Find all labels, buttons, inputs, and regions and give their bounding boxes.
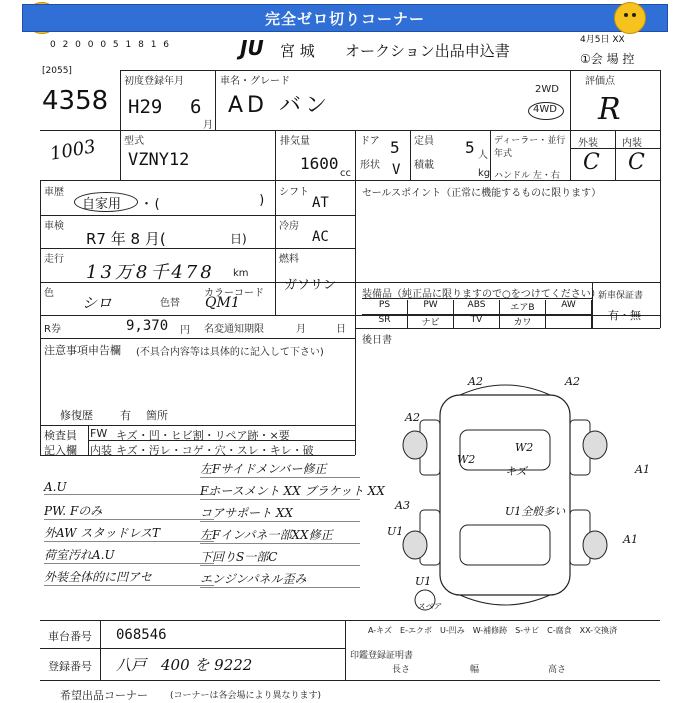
diagram-mark-12: スペア <box>417 602 441 611</box>
equipment-item-0: PS <box>362 300 408 314</box>
first-reg-era: H29 <box>128 96 163 118</box>
model-code: VZNY12 <box>128 150 190 170</box>
inspector-row2: キズ・汚レ・コゲ・穴・スレ・キレ・破 <box>116 444 314 457</box>
equipment-item-r2-4 <box>546 315 592 328</box>
inspection-day: 日) <box>230 232 247 246</box>
eval-score: R <box>598 92 621 127</box>
frame-number: 068546 <box>116 627 167 643</box>
top-note: 4月5日 XX <box>580 35 625 45</box>
equipment-row-1 <box>362 300 592 314</box>
inspection-label: 車検 <box>44 221 64 232</box>
inspector-row2-label: 内装 <box>90 444 112 457</box>
right-note-1: Fホースメント XX ブラケット XX <box>200 484 385 498</box>
shape-label: 形状 <box>360 160 380 171</box>
diagram-mark-5: キズ <box>505 465 527 478</box>
diagram-mark-4: W2 <box>457 453 476 466</box>
left-note-3: 荷室汚れA.U <box>44 546 214 564</box>
diagram-mark-8: U1 <box>387 525 404 538</box>
after-day-label: 後日書 <box>362 335 392 346</box>
ju-logo: JU <box>240 36 264 60</box>
first-reg-label: 初度登録年月 <box>124 76 184 87</box>
drive-4wd: 4WD <box>533 104 557 115</box>
doors: 5 <box>390 138 400 157</box>
color-code: QM1 <box>205 295 240 311</box>
repair-label: 修復歴 <box>60 409 93 422</box>
equipment-label: 装備品（純正品に限りますので○をつけてください） <box>362 289 601 300</box>
equipment-item-2: ABS <box>454 300 500 314</box>
fuel: ガソリン <box>284 278 337 293</box>
repair-value: 有 <box>120 409 131 422</box>
year-label: 年式 <box>494 149 513 159</box>
left-note-4: 外装全体的に凹アセ <box>44 568 214 586</box>
equipment-row-2 <box>362 315 592 328</box>
mileage: 13万8千478 <box>86 262 215 283</box>
history-close: ) <box>258 193 266 208</box>
ac: AC <box>312 229 329 245</box>
height-label: 高さ <box>548 665 567 675</box>
exterior-grade: C <box>583 150 600 175</box>
length-label: 長さ <box>392 665 411 675</box>
mileage-label: 走行 <box>44 254 64 265</box>
sales-point-label: セールスポイント（正常に機能するものに限ります） <box>362 188 602 199</box>
left-note-1: PW. Fのみ <box>44 502 214 520</box>
equipment-item-1: PW <box>408 300 454 314</box>
interior-label: 内装 <box>622 138 642 149</box>
shift-label: シフト <box>279 187 309 198</box>
equipment-item-r2-0: SR <box>362 315 408 328</box>
tax-label: 名変通知期限 <box>204 324 264 335</box>
recycle-label: R券 <box>44 324 61 335</box>
corner-label: 希望出品コーナー <box>60 689 148 702</box>
right-note-3: 左Fインパネ一部XX修正 <box>200 526 360 544</box>
kg-unit: kg <box>478 168 491 179</box>
right-note-0: 左Fサイドメンバー修正 <box>200 460 360 478</box>
inspector-label-1: 検査員 <box>44 429 77 442</box>
notes-sub: (不具合内容等は具体的に記入して下さい) <box>136 347 324 358</box>
copy-label: ①会 場 控 <box>580 52 635 66</box>
tax-month: 月 <box>296 324 306 335</box>
diagram-mark-6: A1 <box>635 463 650 476</box>
banner-title: 完全ゼロ切りコーナー <box>22 4 668 32</box>
drive-2wd: 2WD <box>535 84 559 95</box>
diagram-mark-0: A2 <box>468 375 483 388</box>
frame-label: 車台番号 <box>48 630 92 643</box>
inspector-label-2: 記入欄 <box>44 444 77 457</box>
org-name: 宮 城 <box>280 42 315 60</box>
ac-label: 冷房 <box>279 221 299 232</box>
diagram-mark-11: U1 <box>415 575 432 588</box>
damage-legend: A-キズ E-エクボ U-凹み W-補修跡 S-サビ C-腐食 XX-交換済 <box>368 626 618 635</box>
diagram-mark-3: W2 <box>515 441 534 454</box>
displacement-label: 排気量 <box>280 136 310 147</box>
color-change-label: 色替 <box>160 298 180 309</box>
first-reg-month: 6 <box>190 96 202 118</box>
diagram-mark-1: A2 <box>565 375 580 388</box>
diagram-mark-2: A2 <box>405 411 420 424</box>
km-unit: km <box>233 268 249 279</box>
repair-place: 箇所 <box>146 409 168 422</box>
right-note-5: エンジンパネル歪み <box>200 570 360 588</box>
history-dots: ・( <box>140 197 161 212</box>
handle-label: ハンドル 左・右 <box>494 171 560 181</box>
lot-number: 4358 <box>42 86 109 116</box>
left-note-2: 外AW スタッドレスT <box>44 524 214 542</box>
diagram-mark-10: A1 <box>623 533 638 546</box>
interior-grade: C <box>628 150 645 175</box>
capacity: 5 <box>465 138 475 157</box>
month-suffix: 月 <box>203 120 213 131</box>
capacity-label: 定員 <box>414 136 434 147</box>
new-reg-value: 有・無 <box>608 309 641 322</box>
right-note-4: 下回りS一部C <box>200 548 360 566</box>
margin-note: 1003 <box>48 136 98 165</box>
load-label: 積載 <box>414 160 434 171</box>
area-code: [2055] <box>42 66 72 76</box>
corner-note: (コーナーは各会場により異なります) <box>170 691 322 701</box>
equipment-item-4: AW <box>546 300 592 314</box>
exterior-label: 外装 <box>578 138 598 149</box>
width-label: 幅 <box>470 665 480 675</box>
stamp-label: 印鑑登録証明書 <box>350 651 414 661</box>
inspection: R7 年 8 月( <box>86 230 166 248</box>
right-note-2: コアサポート XX <box>200 504 360 522</box>
shape: V <box>392 162 401 178</box>
color-label: 色 <box>44 288 54 299</box>
equipment-item-r2-2: TV <box>454 315 500 328</box>
notes-label: 注意事項申告欄 <box>44 344 121 357</box>
person-unit: 人 <box>478 150 488 161</box>
cc-unit: cc <box>340 168 351 179</box>
inspector-row1-label: FW <box>90 427 108 440</box>
plate: 八戸 400 を 9222 <box>116 656 253 674</box>
history-label: 車歴 <box>44 187 64 198</box>
color: シロ <box>82 294 113 312</box>
form-title: オークション出品申込書 <box>345 42 510 60</box>
left-note-0: A.U <box>44 480 214 495</box>
plate-label: 登録番号 <box>48 660 92 673</box>
yen-unit: 円 <box>180 325 190 336</box>
dealer-label: ディーラー・並行 <box>494 136 566 146</box>
shift: AT <box>312 195 329 211</box>
door-label: ドア <box>360 136 380 147</box>
tax-day: 日 <box>336 324 346 335</box>
new-reg-label: 新車保証書 <box>598 291 644 301</box>
inspector-row1: キズ・凹・ヒビ割・リペア跡・×要 <box>116 429 290 442</box>
equipment-item-3: エアB <box>500 300 546 314</box>
recycle-amount: 9,370 <box>126 318 169 334</box>
displacement: 1600 <box>300 154 339 173</box>
equipment-item-r2-1: ナビ <box>408 315 454 328</box>
equipment-item-r2-3: カワ <box>500 315 546 328</box>
diagram-mark-7: A3 <box>395 499 410 512</box>
eval-label: 評価点 <box>585 76 615 87</box>
history-value: 自家用 <box>82 197 122 212</box>
barcode-text: 0 2 0 0 0 5 1 8 1 6 <box>50 40 172 50</box>
vehicle-name-label: 車名・グレード <box>220 76 290 87</box>
color-code-label: カラーコード <box>204 288 264 299</box>
mascot-right-icon <box>614 2 646 34</box>
diagram-mark-9: U1全般多い <box>505 505 566 518</box>
diagram-marks <box>365 375 660 615</box>
vehicle-name: AD バン <box>228 93 331 118</box>
model-label: 型式 <box>124 136 144 147</box>
fuel-label: 燃料 <box>279 254 299 265</box>
